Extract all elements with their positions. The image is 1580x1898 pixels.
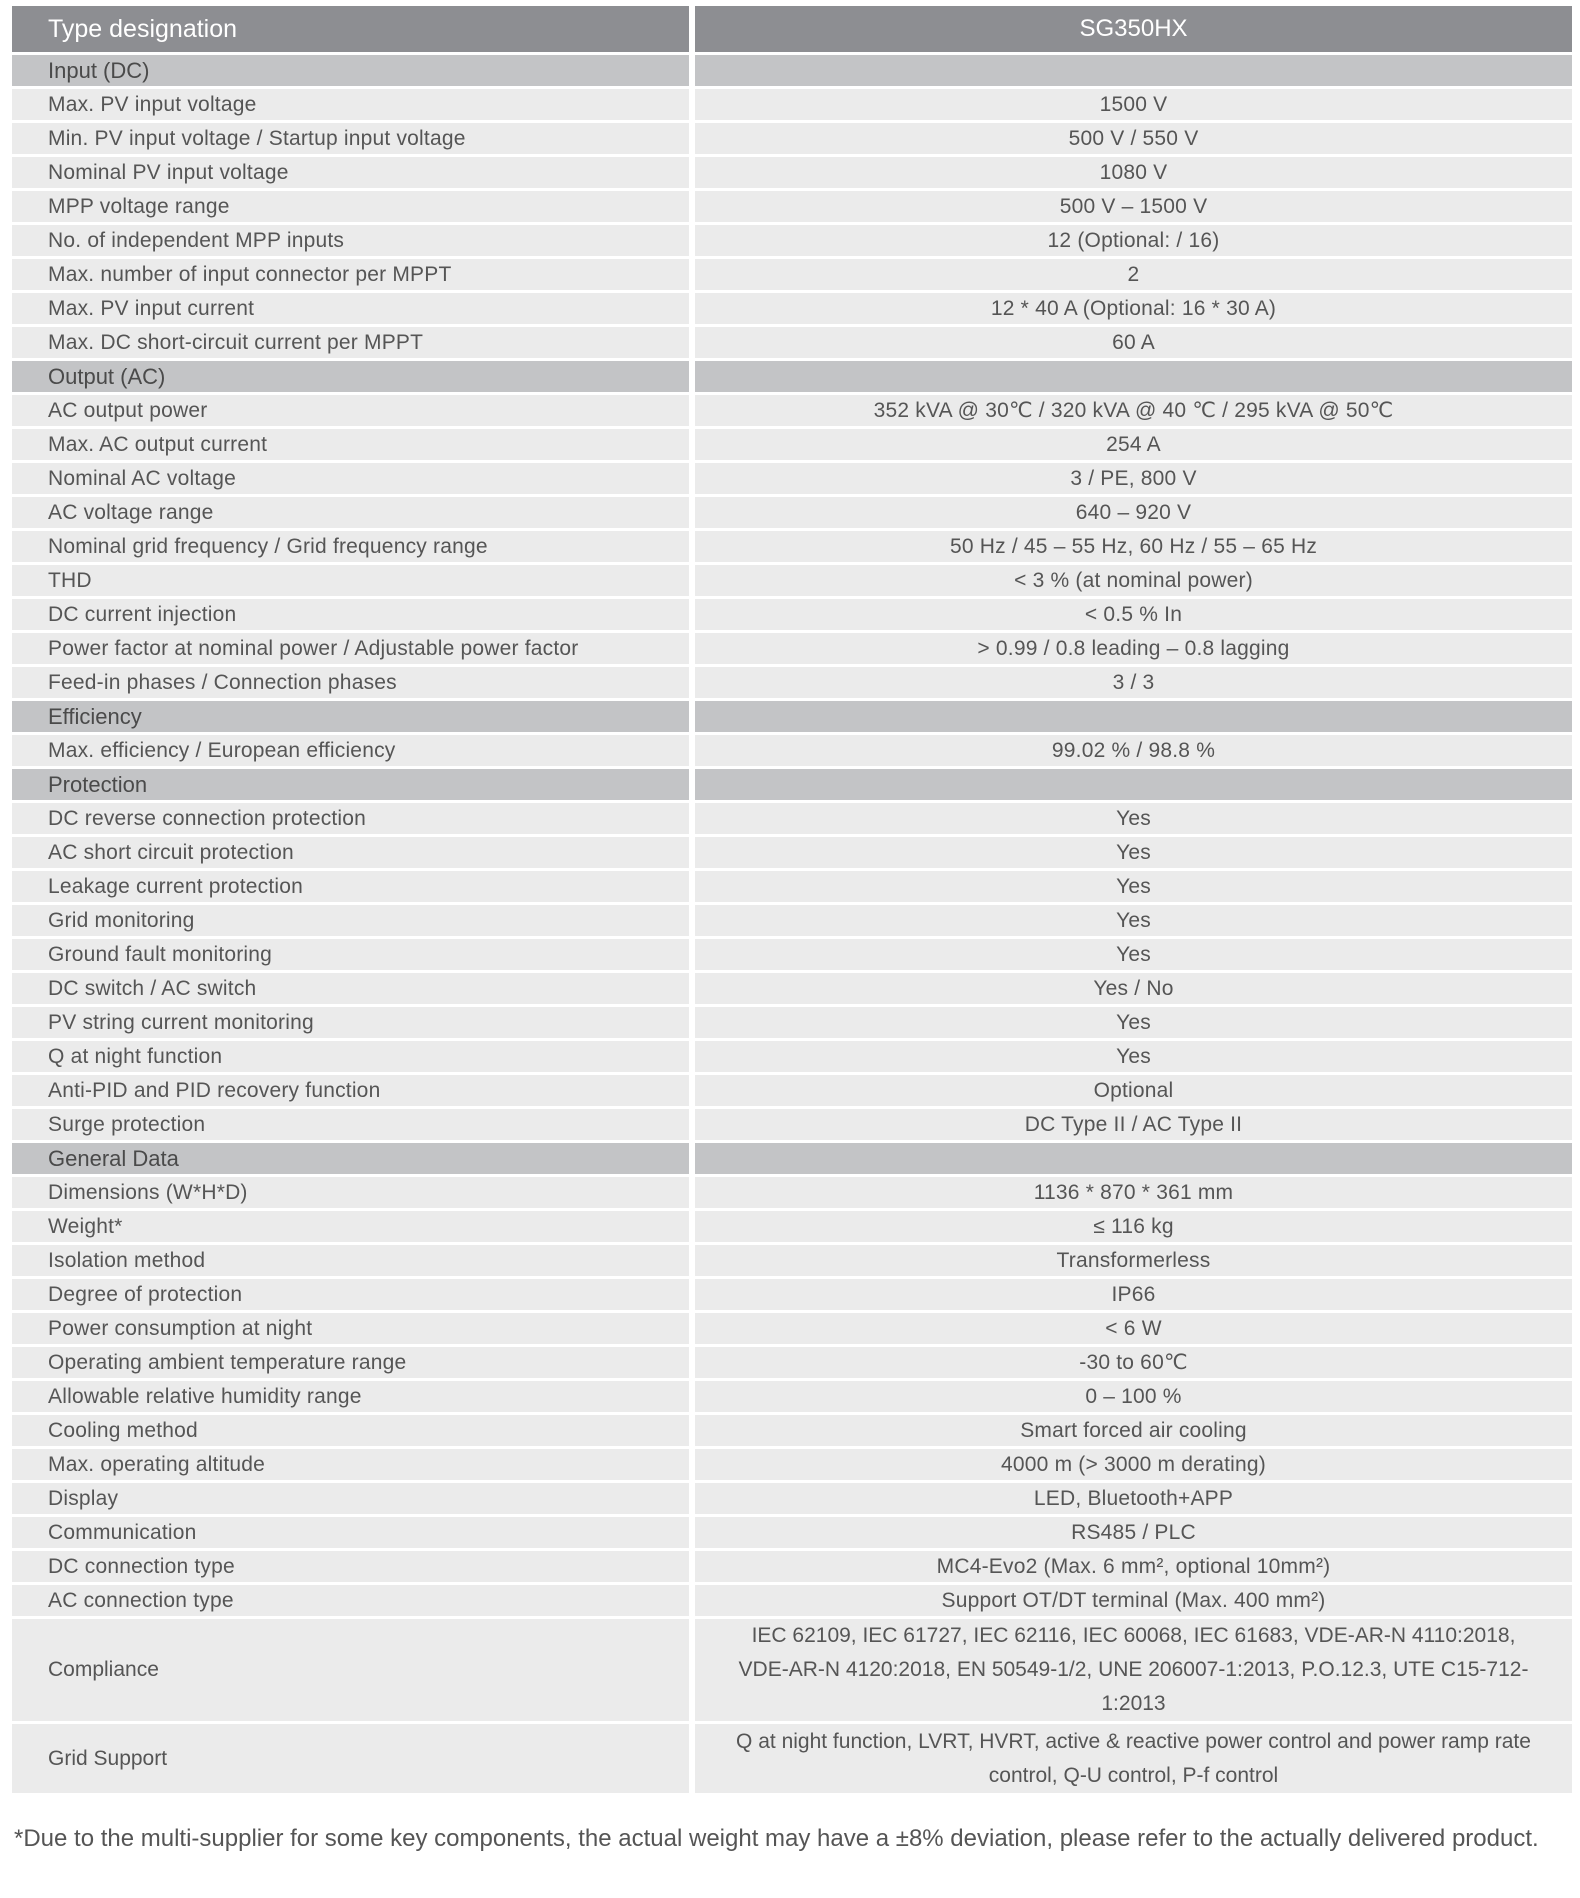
table-row <box>12 327 1572 358</box>
spec-label: Max. operating altitude <box>12 1449 692 1480</box>
table-row <box>12 1724 1572 1793</box>
spec-value: -30 to 60℃ <box>692 1347 1572 1378</box>
spec-label: Ground fault monitoring <box>12 939 692 970</box>
section-title: Input (DC) <box>12 55 692 86</box>
spec-value: DC Type II / AC Type II <box>692 1109 1572 1140</box>
spec-value: 254 A <box>692 429 1572 460</box>
spec-value: 0 – 100 % <box>692 1381 1572 1412</box>
spec-value: ≤ 116 kg <box>692 1211 1572 1242</box>
section-header-row <box>12 1143 1572 1174</box>
spec-label: Max. PV input current <box>12 293 692 324</box>
spec-value: IEC 62109, IEC 61727, IEC 62116, IEC 60068, IEC 61683, VDE-AR-N 4110:2018, VDE-AR-N 4120:2018, EN 50549-1/2, UNE 206007-1:2013, P.O.12.3, UTE C15-712-1:2013 <box>692 1619 1572 1721</box>
spec-label: DC reverse connection protection <box>12 803 692 834</box>
spec-value: < 3 % (at nominal power) <box>692 565 1572 596</box>
spec-label: Surge protection <box>12 1109 692 1140</box>
table-row <box>12 1075 1572 1106</box>
table-row <box>12 1483 1572 1514</box>
spec-value: Yes <box>692 803 1572 834</box>
spec-value: 3 / 3 <box>692 667 1572 698</box>
spec-label: Grid Support <box>12 1724 692 1793</box>
spec-value: > 0.99 / 0.8 leading – 0.8 lagging <box>692 633 1572 664</box>
table-row <box>12 1619 1572 1721</box>
spec-value: MC4-Evo2 (Max. 6 mm², optional 10mm²) <box>692 1551 1572 1582</box>
spec-label: DC connection type <box>12 1551 692 1582</box>
spec-label: Power factor at nominal power / Adjustable power factor <box>12 633 692 664</box>
table-row <box>12 1109 1572 1140</box>
section-header-row <box>12 361 1572 392</box>
spec-value: Yes <box>692 871 1572 902</box>
table-row <box>12 973 1572 1004</box>
table-row <box>12 905 1572 936</box>
spec-value: 60 A <box>692 327 1572 358</box>
section-title: Output (AC) <box>12 361 692 392</box>
spec-value: 2 <box>692 259 1572 290</box>
spec-value: 352 kVA @ 30℃ / 320 kVA @ 40 ℃ / 295 kVA @ 50℃ <box>692 395 1572 426</box>
spec-value: Yes <box>692 1007 1572 1038</box>
spec-label: Min. PV input voltage / Startup input voltage <box>12 123 692 154</box>
spec-value: < 0.5 % In <box>692 599 1572 630</box>
spec-label: DC switch / AC switch <box>12 973 692 1004</box>
spec-value: < 6 W <box>692 1313 1572 1344</box>
spec-label: Grid monitoring <box>12 905 692 936</box>
section-title: Efficiency <box>12 701 692 732</box>
spec-value: Support OT/DT terminal (Max. 400 mm²) <box>692 1585 1572 1616</box>
spec-label: Max. DC short-circuit current per MPPT <box>12 327 692 358</box>
table-row <box>12 191 1572 222</box>
section-header-row <box>12 55 1572 86</box>
spec-label: Max. number of input connector per MPPT <box>12 259 692 290</box>
table-row <box>12 1551 1572 1582</box>
section-title-fill <box>692 361 1572 392</box>
table-row <box>12 1415 1572 1446</box>
spec-label: AC output power <box>12 395 692 426</box>
table-row <box>12 1381 1572 1412</box>
spec-value: 12 (Optional: / 16) <box>692 225 1572 256</box>
spec-label: Max. efficiency / European efficiency <box>12 735 692 766</box>
table-row <box>12 1177 1572 1208</box>
section-title-fill <box>692 55 1572 86</box>
spec-value: 500 V / 550 V <box>692 123 1572 154</box>
table-row <box>12 1041 1572 1072</box>
table-row <box>12 871 1572 902</box>
spec-value: 99.02 % / 98.8 % <box>692 735 1572 766</box>
table-row <box>12 463 1572 494</box>
table-row <box>12 157 1572 188</box>
table-row <box>12 497 1572 528</box>
table-row <box>12 89 1572 120</box>
table-row <box>12 735 1572 766</box>
table-row <box>12 599 1572 630</box>
spec-value: 1136 * 870 * 361 mm <box>692 1177 1572 1208</box>
table-row <box>12 225 1572 256</box>
model-name: SG350HX <box>692 6 1572 52</box>
table-row <box>12 1211 1572 1242</box>
spec-label: Nominal PV input voltage <box>12 157 692 188</box>
table-row <box>12 1517 1572 1548</box>
spec-label: Max. AC output current <box>12 429 692 460</box>
spec-label: Allowable relative humidity range <box>12 1381 692 1412</box>
spec-label: Nominal grid frequency / Grid frequency range <box>12 531 692 562</box>
table-row <box>12 1279 1572 1310</box>
spec-value: 12 * 40 A (Optional: 16 * 30 A) <box>692 293 1572 324</box>
table-row <box>12 667 1572 698</box>
spec-value: 1080 V <box>692 157 1572 188</box>
table-row <box>12 803 1572 834</box>
section-title-fill <box>692 1143 1572 1174</box>
table-header-row <box>12 6 1572 52</box>
spec-value: Yes <box>692 939 1572 970</box>
spec-label: THD <box>12 565 692 596</box>
spec-label: AC short circuit protection <box>12 837 692 868</box>
table-row <box>12 429 1572 460</box>
table-row <box>12 395 1572 426</box>
spec-label: Weight* <box>12 1211 692 1242</box>
table-row <box>12 123 1572 154</box>
spec-value: Optional <box>692 1075 1572 1106</box>
spec-label: DC current injection <box>12 599 692 630</box>
spec-label: Nominal AC voltage <box>12 463 692 494</box>
section-header-row <box>12 701 1572 732</box>
table-row <box>12 259 1572 290</box>
spec-value: 4000 m (> 3000 m derating) <box>692 1449 1572 1480</box>
table-row <box>12 1245 1572 1276</box>
table-row <box>12 531 1572 562</box>
table-row <box>12 1585 1572 1616</box>
spec-value: LED, Bluetooth+APP <box>692 1483 1572 1514</box>
spec-value: Yes <box>692 1041 1572 1072</box>
table-row <box>12 565 1572 596</box>
spec-value: 500 V – 1500 V <box>692 191 1572 222</box>
type-designation-label: Type designation <box>12 6 692 52</box>
spec-value: Yes / No <box>692 973 1572 1004</box>
spec-label: Operating ambient temperature range <box>12 1347 692 1378</box>
spec-label: AC connection type <box>12 1585 692 1616</box>
section-title: General Data <box>12 1143 692 1174</box>
section-title-fill <box>692 701 1572 732</box>
spec-value: Transformerless <box>692 1245 1572 1276</box>
spec-value: Yes <box>692 837 1572 868</box>
section-title-fill <box>692 769 1572 800</box>
table-row <box>12 1313 1572 1344</box>
spec-label: Anti-PID and PID recovery function <box>12 1075 692 1106</box>
spec-value: 1500 V <box>692 89 1572 120</box>
spec-label: Communication <box>12 1517 692 1548</box>
table-row <box>12 1347 1572 1378</box>
spec-value: Q at night function, LVRT, HVRT, active & reactive power control and power ramp rate control, Q-U control, P-f control <box>692 1724 1572 1793</box>
spec-label: Leakage current protection <box>12 871 692 902</box>
section-header-row <box>12 769 1572 800</box>
spec-value: 3 / PE, 800 V <box>692 463 1572 494</box>
spec-label: Feed-in phases / Connection phases <box>12 667 692 698</box>
spec-value: Smart forced air cooling <box>692 1415 1572 1446</box>
table-row <box>12 293 1572 324</box>
spec-label: Power consumption at night <box>12 1313 692 1344</box>
spec-value: 50 Hz / 45 – 55 Hz, 60 Hz / 55 – 65 Hz <box>692 531 1572 562</box>
spec-label: Cooling method <box>12 1415 692 1446</box>
spec-table <box>12 6 1572 1793</box>
table-row <box>12 1449 1572 1480</box>
table-row <box>12 1007 1572 1038</box>
spec-label: No. of independent MPP inputs <box>12 225 692 256</box>
spec-label: Q at night function <box>12 1041 692 1072</box>
table-row <box>12 939 1572 970</box>
spec-label: PV string current monitoring <box>12 1007 692 1038</box>
spec-label: AC voltage range <box>12 497 692 528</box>
section-title: Protection <box>12 769 692 800</box>
spec-label: Dimensions (W*H*D) <box>12 1177 692 1208</box>
spec-label: MPP voltage range <box>12 191 692 222</box>
spec-label: Max. PV input voltage <box>12 89 692 120</box>
spec-label: Degree of protection <box>12 1279 692 1310</box>
table-row <box>12 633 1572 664</box>
spec-value: Yes <box>692 905 1572 936</box>
spec-label: Isolation method <box>12 1245 692 1276</box>
spec-value: IP66 <box>692 1279 1572 1310</box>
spec-value: RS485 / PLC <box>692 1517 1572 1548</box>
spec-value: 640 – 920 V <box>692 497 1572 528</box>
weight-footnote: *Due to the multi-supplier for some key components, the actual weight may have a ±8% deviation, please refer to the actually delivered product. <box>14 1825 1539 1852</box>
spec-label: Display <box>12 1483 692 1514</box>
spec-label: Compliance <box>12 1619 692 1721</box>
table-row <box>12 837 1572 868</box>
